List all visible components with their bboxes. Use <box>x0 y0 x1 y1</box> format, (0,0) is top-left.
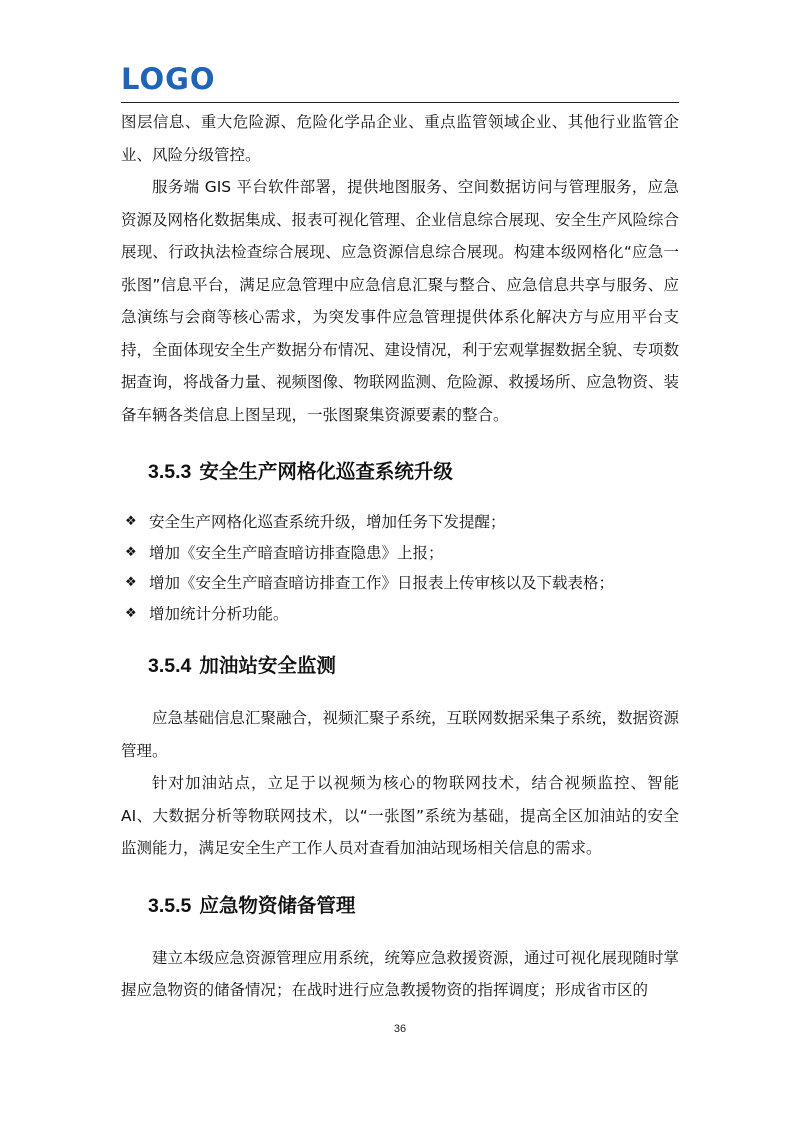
section-title: 加油站安全监测 <box>199 654 336 677</box>
header-divider <box>121 102 679 103</box>
paragraph-gas-station: 针对加油站点，立足于以视频为核心的物联网技术，结合视频监控、智能 AI、大数据分析等物联网技术，以“一张图”系统为基础，提高全区加油站的安全监测能力，满足安全生产工作人员对查看加油站现场相关信息的需求。 <box>121 774 679 857</box>
page-number: 36 <box>393 1023 407 1035</box>
list-item <box>121 568 679 599</box>
paragraph-gis-platform: 服务端 GIS 平台软件部署，提供地图服务、空间数据访问与管理服务，应急资源及网格化数据集成、报表可视化管理、企业信息综合展现、安全生产风险综合展现、行政执法检查综合展现、应急资源信息综合展现。构建本级网格化“应急一张图”信息平台，满足应急管理中应急信息汇聚与整合、应急信息共享与服务、应急演练与会商等核心需求，为突发事件应急管理提供体系化解决方与应用平台支持，全面体现安全生产数据分布情况、建设情况，利于宏观掌握数据全貌、专项数据查询，将战备力量、视频图像、物联网监测、危险源、救援场所、应急物资、装备车辆各类信息上图呈现，一张图聚集资源要素的整合。 <box>121 178 680 424</box>
section-heading-3-5-4 <box>121 652 679 680</box>
section-number: 3.5.5 <box>148 894 192 917</box>
logo: LOGO <box>121 62 216 96</box>
paragraph-emergency-supplies: 建立本级应急资源管理应用系统，统筹应急救援资源，通过可视化展现随时掌握应急物资的储备情况；在战时进行应急教援物资的指挥调度；形成省市区的 <box>121 948 680 999</box>
section-heading-3-5-3 <box>121 458 679 486</box>
list-item <box>121 538 679 569</box>
bullet-list <box>121 507 679 629</box>
diamond-bullet-icon: ❖ <box>125 575 137 590</box>
list-item-text: 增加统计分析功能。 <box>149 604 289 623</box>
diamond-bullet-icon: ❖ <box>125 605 137 621</box>
list-item-text: 安全生产网格化巡查系统升级，增加任务下发提醒； <box>149 513 506 531</box>
paragraph-data-fusion: 应急基础信息汇聚融合，视频汇聚子系统，互联网数据采集子系统，数据资源管理。 <box>121 709 680 760</box>
list-item-text: 增加《安全生产暗查暗访排查隐患》上报； <box>149 543 444 562</box>
diamond-bullet-icon: ❖ <box>125 514 137 529</box>
section-number: 3.5.3 <box>148 461 192 483</box>
section-number: 3.5.4 <box>148 655 192 677</box>
page-content <box>121 106 679 1007</box>
list-item <box>121 507 679 538</box>
list-item-text: 增加《安全生产暗查暗访排查工作》日报表上传审核以及下载表格； <box>149 574 615 592</box>
paragraph-continued: 图层信息、重大危险源、危险化学品企业、重点监管领域企业、其他行业监管企业、风险分级管控。 <box>121 113 679 164</box>
diamond-bullet-icon: ❖ <box>125 544 137 560</box>
section-title: 应急物资储备管理 <box>199 893 356 917</box>
list-item <box>121 599 679 630</box>
section-title: 安全生产网格化巡查系统升级 <box>199 460 453 483</box>
section-heading-3-5-5 <box>121 892 679 920</box>
